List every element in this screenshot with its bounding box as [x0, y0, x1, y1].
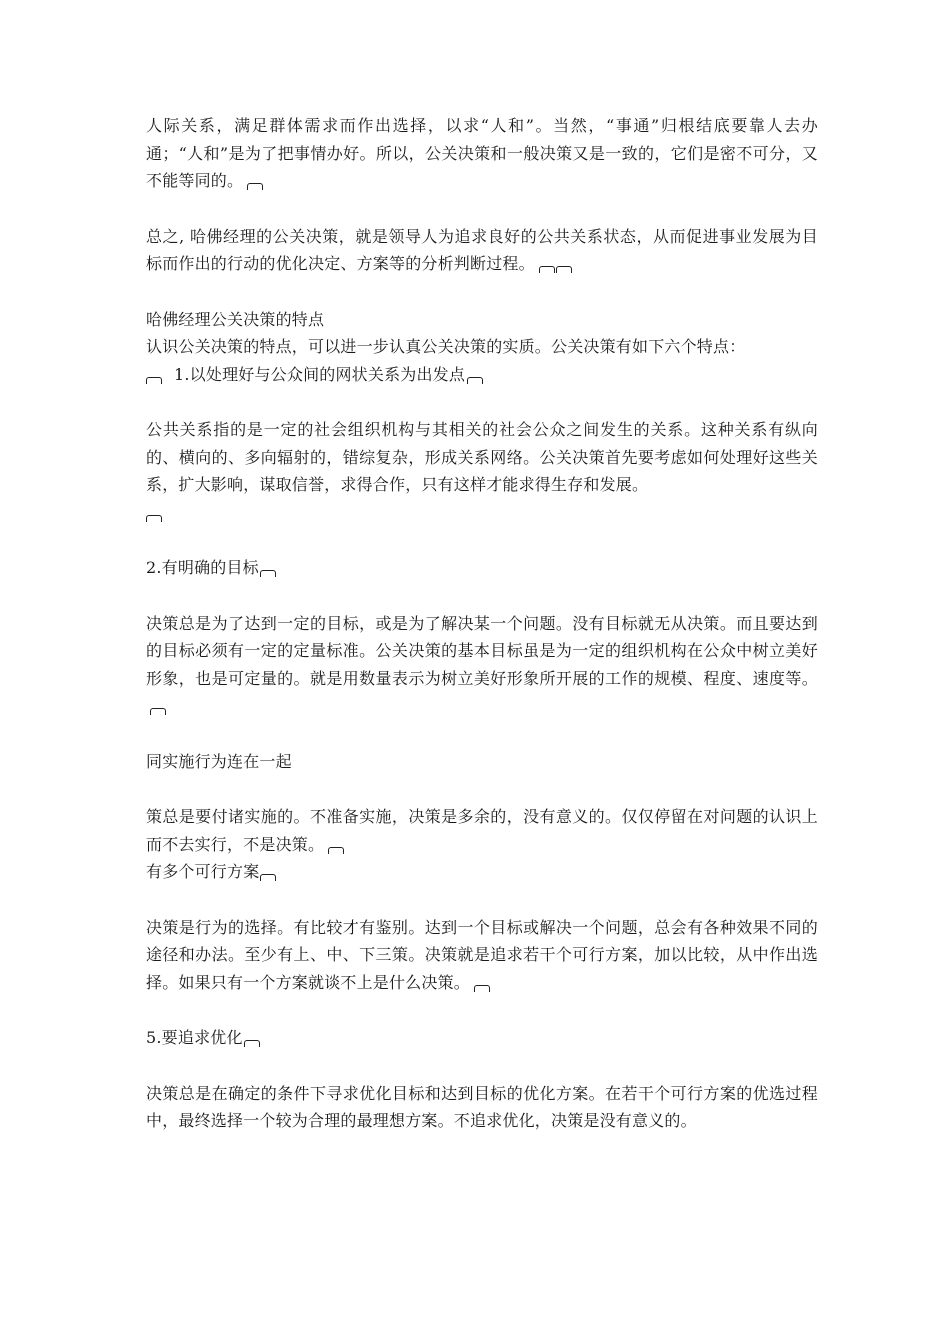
heading-text: 有多个可行方案: [146, 862, 260, 881]
paragraph-feature-4: [146, 914, 818, 997]
feature-heading-1: [146, 361, 818, 389]
feature-heading-5: [146, 1024, 818, 1052]
paragraph-mark-icon: [474, 985, 490, 992]
paragraph-summary: [146, 223, 818, 278]
paragraph-feature-1: [146, 416, 818, 499]
paragraph-mark-icon: [260, 570, 276, 577]
paragraph-mark-icon: [556, 266, 572, 273]
paragraph-feature-2: [146, 610, 818, 720]
paragraph-text: 总之, 哈佛经理的公关决策，就是领导人为追求良好的公共关系状态，从而促进事业发展为目标而作出的行动的优化决定、方案等的分析判断过程。: [146, 226, 818, 273]
document-page: [146, 112, 818, 1135]
paragraph-text: 策总是要付诸实施的。不准备实施，决策是多余的，没有意义的。仅仅停留在对问题的认识上而不去实行，不是决策。: [146, 807, 818, 854]
paragraph-mark-icon: [244, 1040, 260, 1047]
feature-heading-2: [146, 554, 818, 582]
section-heading-features: [146, 306, 818, 334]
paragraph-text: 公共关系指的是一定的社会组织机构与其相关的社会公众之间发生的关系。这种关系有纵向的、横向的、多向辐射的，错综复杂，形成关系网络。公关决策首先要考虑如何处理好这些关系，扩大影响，谋取信誉，求得合作，只有这样才能求得生存和发展。: [146, 420, 818, 494]
paragraph-text: 决策总是为了达到一定的目标，或是为了解决某一个问题。没有目标就无从决策。而且要达到的目标必须有一定的定量标准。公关决策的基本目标虽是为一定的组织机构在公众中树立美好形象，也是可定量的。就是用数量表示为树立美好形象所开展的工作的规模、程度、速度等。: [146, 613, 818, 688]
paragraph-text: 人际关系，满足群体需求而作出选择，以求“人和”。当然，“事通”归根结底要靠人去办通；“人和”是为了把事情办好。所以，公关决策和一般决策又是一致的，它们是密不可分，又不能等同的。: [146, 116, 818, 190]
feature-heading-4: [146, 858, 818, 886]
paragraph-text: 认识公关决策的特点，可以进一步认真公关决策的实质。公关决策有如下六个特点：: [146, 337, 746, 356]
paragraph-human-harmony: [146, 112, 818, 195]
paragraph-mark-icon: [260, 874, 276, 881]
paragraph-mark-icon: [539, 266, 555, 273]
heading-text: 5.要追求优化: [146, 1028, 243, 1047]
paragraph-feature-5: [146, 1080, 818, 1135]
paragraph-mark-icon: [146, 515, 162, 522]
heading-text: 哈佛经理公关决策的特点: [146, 309, 325, 329]
paragraph-text: 决策是行为的选择。有比较才有鉴别。达到一个目标或解决一个问题，总会有各种效果不同的途径和办法。至少有上、中、下三策。决策就是追求若干个可行方案，加以比较，从中作出选择。如果只有一个方案就谈不上是什么决策。: [146, 917, 818, 992]
paragraph-mark-icon: [328, 847, 344, 854]
heading-text: 2.有明确的目标: [146, 558, 259, 577]
paragraph-features-intro: [146, 333, 818, 361]
paragraph-mark-icon: [150, 708, 166, 715]
heading-text: 1.以处理好与公众间的网状关系为出发点: [174, 364, 466, 384]
paragraph-mark-icon: [146, 377, 162, 384]
paragraph-feature-3: [146, 803, 818, 858]
paragraph-mark-icon: [247, 183, 263, 190]
paragraph-mark-icon: [467, 377, 483, 384]
heading-text: 同实施行为连在一起: [146, 751, 292, 771]
feature-heading-3: [146, 748, 818, 776]
paragraph-end-marker: [146, 499, 818, 527]
paragraph-text: 决策总是在确定的条件下寻求优化目标和达到目标的优化方案。在若干个可行方案的优选过程中，最终选择一个较为合理的最理想方案。不追求优化，决策是没有意义的。: [146, 1083, 818, 1130]
